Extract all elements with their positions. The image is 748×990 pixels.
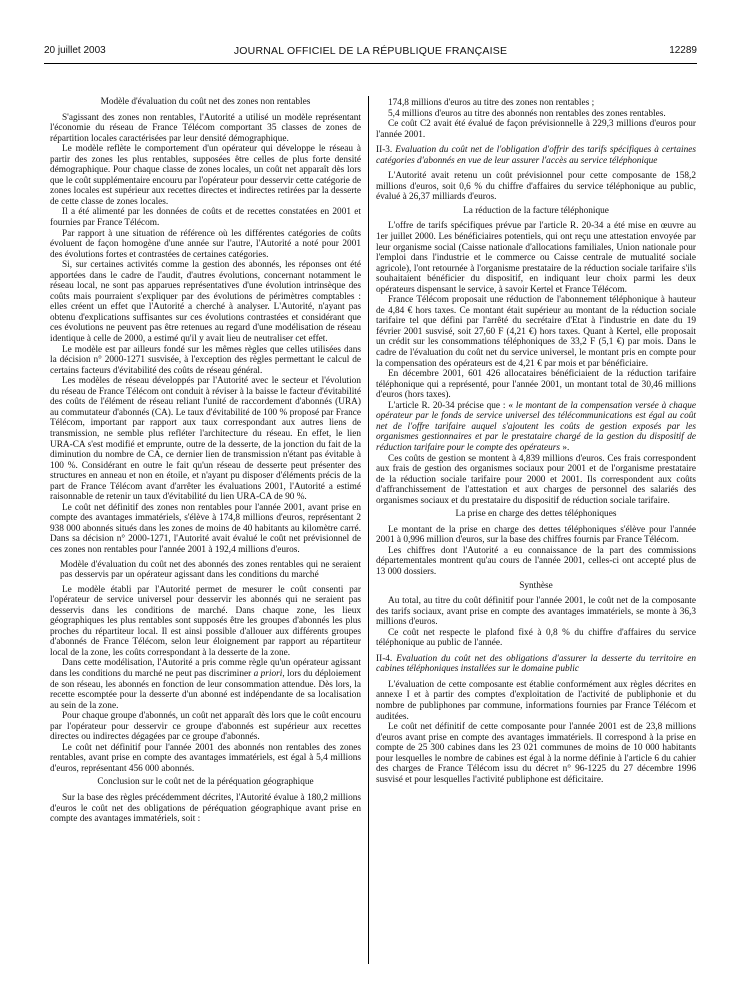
paragraph: Les modèles de réseau développés par l'Autorité avec le secteur et l'évolution du réseau de France Télécom ont conduit à réviser à la baisse le facteur d'évitabilité des coûts de l'élément de réseau reliant l'unité de raccordement d'abonnés (URA) au commutateur d'abonnés (CA). Le taux d'évitabilité de 100 % proposé par France Télécom, important par rapport aux taux correspondant aux autres liens de transmission, ne semble plus refléter l'architecture du réseau. En effet, le lien URA-CA s'est modifié et emprunte, outre de la desserte, de la jonction du fait de la diminution du nombre de CA, ce dernier lien de transmission n'étant pas évitable à 100 %. Considérant en outre le fait qu'un réseau de desserte peut présenter des structures en anneau et non en étoile, et n'ayant pu disposer d'éléments précis de la part de France Télécom avant d'arrêter les évaluations 2001, l'Autorité a estimé raisonnable de retenir un taux d'évitabilité du lien URA-CA de 90 %. <box>50 376 361 503</box>
journal-title: JOURNAL OFFICIEL DE LA RÉPUBLIQUE FRANÇAISE <box>233 45 508 57</box>
paragraph: Le coût net définitif pour l'année 2001 des abonnés non rentables des zones rentables, avant prise en compte des avantages immatériels, est égal à 5,4 millions d'euros, représentant 456 000 abonnés. <box>50 742 361 774</box>
page-header <box>44 45 697 61</box>
section-heading-II-4: II-4. Evaluation du coût net des obligations d'assurer la desserte du territoire en cabines téléphoniques installées sur le domaine public <box>376 653 696 675</box>
paragraph: Ce coût net respecte le plafond fixé à 0,8 % du chiffre d'affaires du service téléphonique au public de l'année. <box>376 627 696 649</box>
list-item: 174,8 millions d'euros au titre des zones non rentables ; <box>388 98 595 108</box>
paragraph: Le coût net définitif de cette composante pour l'année 2001 est de 23,8 millions d'euros avant prise en compte des avantages immatériels. Il correspond à la prise en compte de 25 300 cabines dans les 23 021 communes de moins de 10 000 habitants pour lesquelles le nombre de cabines est égal à la norme définie à l'article 6 du cahier des charges de France Télécom issu du décret n° 96-1225 du 27 décembre 1996 susvisé et pour lesquelles l'activité publiphone est déficitaire. <box>376 722 696 785</box>
paragraph: Le modèle établi par l'Autorité permet de mesurer le coût consenti par l'opérateur de service universel pour desservir les abonnés qui ne seraient pas desservis dans les conditions de marché. Dans chaque zone, les lieux géographiques les plus rentables sont supposés être les groupes d'abonnés les plus proches du répartiteur local. Il est ainsi possible d'allouer aux différents groupes d'abonnés de France Télécom, selon leur éloignement par rapport au répartiteur local de la zone, les coûts correspondant à la desserte de la zone. <box>50 584 361 658</box>
paragraph: L'Autorité avait retenu un coût prévisionnel pour cette composante de 158,2 millions d'euros, soit 0,6 % du chiffre d'affaires du service téléphonique au public, évalué à 26,37 milliards d'euros. <box>376 171 696 203</box>
heading-abonnes-zones-rentables: Modèle d'évaluation du coût net des abonnés des zones rentables qui ne seraient pas desservis par un opérateur agissant dans les conditions du marché <box>60 559 361 581</box>
heading-synthese: Synthèse <box>519 580 553 591</box>
paragraph: Par rapport à une situation de référence où les différentes catégories de coûts évoluent de façon homogène d'une année sur l'autre, l'Autorité a noté pour 2001 des évolutions fortes et contrastées de certaines catégories. <box>50 228 361 260</box>
paragraph: En décembre 2001, 601 426 allocataires bénéficiaient de la réduction tarifaire téléphonique qui a représenté, pour l'année 2001, un montant total de 30,46 millions d'euros (hors taxes). <box>376 369 696 401</box>
paragraph: Au total, au titre du coût définitif pour l'année 2001, le coût net de la composante des tarifs sociaux, avant prise en compte des avantages immatériels, se monte à 36,3 millions d'euros. <box>376 596 696 628</box>
section-heading-II-3: II-3. Evaluation du coût net de l'obligation d'offrir des tarifs spécifiques à certaines catégories d'abonnés en vue de leur assurer l'accès au service téléphonique <box>376 145 696 166</box>
paragraph: L'évaluation de cette composante est établie conformément aux règles décrites en annexe I et à partir des comptes d'exploitation de l'activité de publiphonie et du nombre de publiphones par commune, informations fournies par France Télécom et auditées. <box>376 679 696 722</box>
paragraph: Le modèle est par ailleurs fondé sur les mêmes règles que celles utilisées dans la décision n° 2000-1271 susvisée, à l'exception des règles permettant le calcul de certains facteurs d'évitabilité des coûts de réseau général. <box>50 344 361 376</box>
column-divider <box>368 96 369 964</box>
paragraph: Ce coût C2 avait été évalué de façon prévisionnelle à 229,3 millions d'euros pour l'année 2001. <box>376 119 696 140</box>
paragraph: Pour chaque groupe d'abonnés, un coût net apparaît dès lors que le coût encouru par l'opérateur pour desservir ce groupe d'abonnés est supérieur aux recettes directes ou indirectes dégagées par ce groupe d'abonnés. <box>50 711 361 743</box>
paragraph: Le coût net définitif des zones non rentables pour l'année 2001, avant prise en compte des avantages immatériels, s'élève à 174,8 millions d'euros, représentant 2 938 000 abonnés situés dans les zones de moins de 40 habitants au kilomètre carré. Dans sa décision n° 2000-1271, l'Autorité avait évalué le coût net prévisionnel de ces zones non rentables pour l'année 2001 à 192,4 millions d'euros. <box>50 502 361 555</box>
paragraph: Ces coûts de gestion se montent à 4,839 millions d'euros. Ces frais correspondent aux frais de gestion des organismes sociaux pour 2001 et de l'organisme prestataire de la réduction sociale tarifaire pour 2000 et 2001. Ils correspondent aux coûts d'affranchissement de l'attestation et aux charges de personnel des salariés des organismes sociaux et du prestataire du dispositif de réduction sociale tarifaire. <box>376 453 696 506</box>
left-column <box>50 94 361 825</box>
paragraph: Si, sur certaines activités comme la gestion des abonnés, les réponses ont été apportées dans le cadre de l'audit, d'autres évolutions, concernant notamment le réseau local, ne sont pas apparues représentatives d'une évolution intrinsèque des coûts mais pourraient s'expliquer par des évolutions de périmètres comptables : elles créent un effet que l'Autorité a cherché à analyser. L'Autorité, n'ayant pas obtenu d'explications suffisantes sur ces évolutions contrastées et considérant que ces évolutions ne peuvent pas être retenues au regard d'une modélisation de réseau identique à celle de 2000, a estimé qu'il y avait lieu de neutraliser cet effet. <box>50 260 361 345</box>
paragraph: Le montant de la prise en charge des dettes téléphoniques s'élève pour l'année 2001 à 0,996 million d'euros, sur la base des chiffres fournis par France Télécom. <box>376 524 696 546</box>
page-number: 12289 <box>669 45 697 56</box>
header-rule <box>44 63 697 64</box>
list-item: 5,4 millions d'euros au titre des abonnés non rentables des zones rentables. <box>388 108 666 119</box>
paragraph: Les chiffres dont l'Autorité a eu connaissance de la part des commissions départementales montrent qu'au cours de l'année 2001, celles-ci ont accepté plus de 13 000 dossiers. <box>376 545 696 577</box>
header-date: 20 juillet 2003 <box>44 45 106 56</box>
paragraph: Dans cette modélisation, l'Autorité a pris comme règle qu'un opérateur agissant dans les conditions du marché ne peut pas discriminer a priori, lors du déploiement de son réseau, les abonnés en fonction de leur consommation attendue. Dès lors, la recette escomptée pour la desserte d'un abonné est indépendante de sa localisation au sein de la zone. <box>50 658 361 711</box>
heading-zones-non-rentables: Modèle d'évaluation du coût net des zones non rentables <box>100 97 311 107</box>
paragraph: Le modèle reflète le comportement d'un opérateur qui développe le réseau à partir des zones les plus rentables, supposées être celles de plus forte densité démographique. Pour chaque classe de zones locales, un coût net apparaît dès lors que le coût supplémentaire encouru par l'opérateur pour desservir cette catégorie de zones locales est supérieur aux recettes directes et indirectes retirées par la desserte de cette classe de zones locales. <box>50 144 361 207</box>
paragraph: S'agissant des zones non rentables, l'Autorité a utilisé un modèle représentant l'économie du réseau de France Télécom comportant 35 classes de zones de répartition locales caractérisées par leur densité démographique. <box>50 112 361 144</box>
paragraph: L'article R. 20-34 précise que : « le montant de la compensation versée à chaque opérateur par le fonds de service universel des télécommunications est égal au coût net de l'offre tarifaire auquel s'ajoutent les coûts de gestion exposés par les organismes gestionnaires et par le prestataire chargé de la gestion du dispositif de réduction tarifaire pour le compte des opérateurs ». <box>376 400 697 453</box>
paragraph: France Télécom proposait une réduction de l'abonnement téléphonique à hauteur de 4,84 € hors taxes. Ce montant était supérieur au montant de la réduction sociale tarifaire tel que défini par l'arrêté du secrétaire d'Etat à l'industrie en date du 19 février 2001 susvisé, soit 27,60 F (4,21 €) hors taxes. Quant à Kertel, elle proposait un crédit sur les consommations téléphoniques de 33,2 F (5,1 €) par mois. Dans le cadre de l'évaluation du coût net du service universel, le montant pris en compte pour la compensation des opérateurs est de 4,21 € par mois et par bénéficiaire. <box>376 295 696 369</box>
paragraph: L'offre de tarifs spécifiques prévue par l'article R. 20-34 a été mise en œuvre au 1er juillet 2000. Les bénéficiaires potentiels, qui ont reçu une attestation envoyée par leur organisme social (Caisse nationale d'allocations familiales, Union nationale pour l'emploi dans l'industrie et le commerce ou Caisse centrale de mutualité sociale agricole), l'ont retournée à l'organisme prestataire de la réduction sociale tarifaire s'ils souhaitaient bénéficier du dispositif, en indiquant leur choix parmi les deux opérateurs dispensant le service, à savoir Kertel et France Télécom. <box>376 221 696 295</box>
paragraph: Sur la base des règles précédemment décrites, l'Autorité évalue à 180,2 millions d'euros le coût net des obligations de péréquation géographique avant prise en compte des avantages immatériels, soit : <box>50 793 361 825</box>
heading-dettes: La prise en charge des dettes téléphoniques <box>455 509 617 520</box>
heading-conclusion: Conclusion sur le coût net de la péréquation géographique <box>97 777 314 788</box>
right-column <box>376 98 696 785</box>
paragraph: Il a été alimenté par les données de coûts et de recettes constatées en 2001 et fournies par France Télécom. <box>50 207 361 229</box>
heading-reduction-facture: La réduction de la facture téléphonique <box>463 205 609 216</box>
